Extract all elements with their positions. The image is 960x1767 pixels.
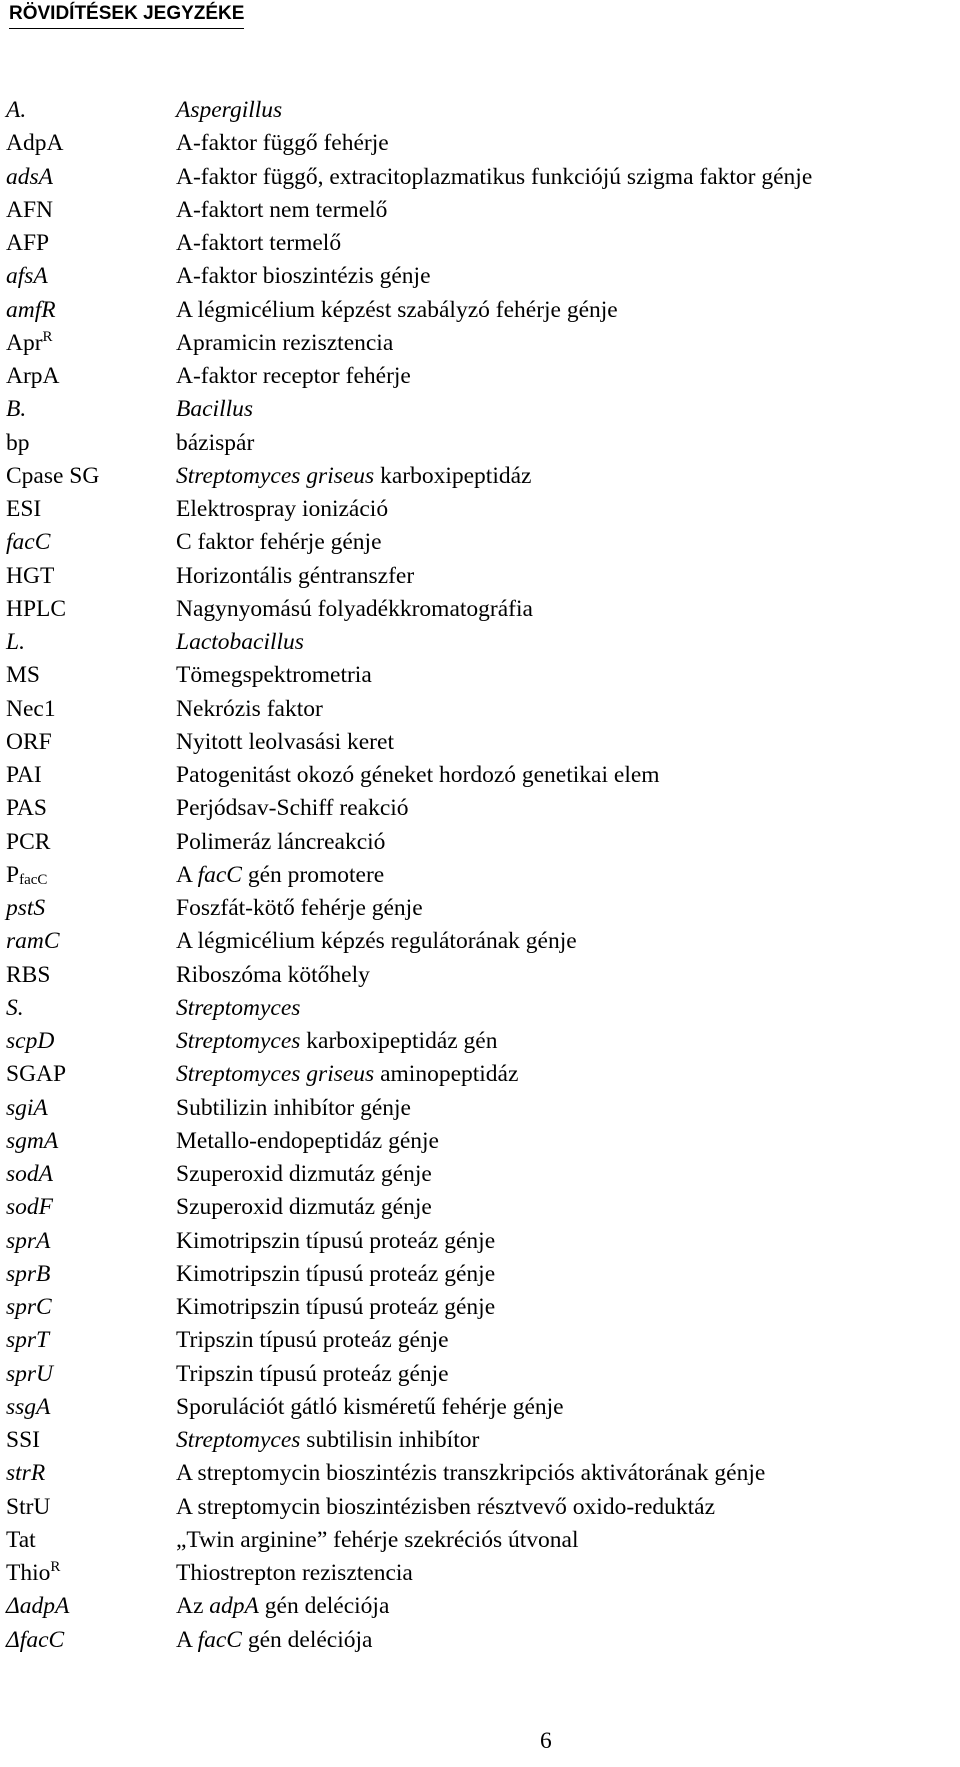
text-segment: A [176,861,198,888]
abbreviation-term [6,1092,48,1125]
text-segment: PAI [6,762,42,788]
abbreviation-row [6,959,956,992]
abbreviation-definition [176,161,812,194]
abbreviation-row [6,1457,956,1490]
abbreviation-row [6,1058,956,1091]
text-segment: MS [6,662,40,689]
text-segment: Tripszin típusú proteáz génje [176,1327,449,1354]
abbreviation-term [6,1457,45,1490]
abbreviation-term [6,1491,50,1524]
text-segment: Apr [6,329,43,356]
abbreviation-term [6,626,25,659]
abbreviation-definition [176,992,300,1025]
abbreviation-definition [176,892,423,925]
abbreviation-term [6,161,53,194]
abbreviation-term [6,1291,52,1324]
abbreviation-row [6,1092,956,1125]
abbreviation-term [6,759,42,792]
abbreviation-definition [176,194,387,227]
abbreviation-row [6,393,956,426]
text-segment: HPLC [6,595,67,622]
abbreviation-term [6,393,26,426]
abbreviation-definition [176,493,388,526]
text-segment: P [6,861,20,888]
abbreviation-row [6,327,956,360]
text-segment: „Twin arginine” fehérje szekréciós útvonal [176,1526,579,1553]
text-segment: Streptomyces [176,1028,301,1054]
text-segment: AFP [6,230,50,256]
abbreviation-definition [176,959,370,992]
abbreviation-term [6,925,60,958]
text-segment: Patogenitást okozó géneket hordozó genetikai elem [176,762,660,788]
abbreviation-definition [176,626,304,659]
abbreviation-row [6,892,956,925]
text-segment: A-faktor függő fehérje [176,130,389,157]
text-segment: AdpA [6,130,64,157]
abbreviation-definition [176,427,254,460]
abbreviation-definition [176,693,323,726]
abbreviation-definition [176,1590,389,1623]
abbreviation-definition [176,1225,495,1258]
abbreviation-definition [176,94,282,127]
abbreviation-term [6,659,40,692]
text-segment: Nec1 [6,695,56,722]
text-segment: Aspergillus [176,97,283,123]
text-segment: A légmicélium képzés regulátorának génje [176,928,577,955]
text-segment: Apramicin rezisztencia [176,329,394,356]
abbreviation-row [6,693,956,726]
abbreviation-row [6,826,956,859]
text-segment: Streptomyces griseus [176,1061,375,1088]
text-segment: L. [6,629,25,655]
text-segment: ArpA [6,363,60,389]
abbreviation-term [6,1624,64,1657]
text-segment: facC [19,871,48,888]
text-segment: karboxipeptidáz gén [300,1028,498,1054]
text-segment: A. [6,97,27,123]
abbreviation-definition [176,759,660,792]
abbreviation-list [6,94,956,1657]
abbreviation-row [6,1590,956,1623]
text-segment: Lactobacillus [176,629,304,655]
text-segment: Tömegspektrometria [176,662,372,689]
abbreviation-row [6,925,956,958]
text-segment: sprA [6,1227,51,1254]
abbreviation-definition [176,1058,518,1091]
text-segment: sodF [6,1194,53,1221]
abbreviation-term [6,327,53,360]
text-segment: Szuperoxid dizmutáz génje [176,1161,432,1187]
text-segment: A [176,1626,198,1653]
text-segment: pstS [6,895,46,921]
text-segment: Streptomyces [176,994,301,1021]
text-segment: Polimeráz láncreakció [176,828,386,855]
abbreviation-term [6,360,60,393]
abbreviation-row [6,360,956,393]
abbreviation-row [6,460,956,493]
text-segment: Streptomyces griseus [176,462,375,489]
abbreviation-term [6,1125,58,1158]
page-heading: RÖVIDÍTÉSEK JEGYZÉKE [9,0,244,29]
text-segment: Perjódsav-Schiff reakció [176,795,409,822]
text-segment: Horizontális géntranszfer [176,562,415,589]
abbreviation-row [6,493,956,526]
text-segment: ramC [6,928,60,955]
abbreviation-term [6,992,24,1025]
abbreviation-definition [176,1358,449,1391]
abbreviation-definition [176,792,409,825]
abbreviation-term [6,1391,50,1424]
abbreviation-term [6,1258,50,1291]
abbreviation-definition [176,1491,715,1524]
text-segment: Tat [6,1526,36,1553]
abbreviation-definition [176,826,385,859]
text-segment: karboxipeptidáz [374,462,532,489]
page-number: 6 [540,1728,552,1754]
abbreviation-term [6,859,47,892]
abbreviation-row [6,992,956,1025]
text-segment: ΔfacC [6,1626,65,1653]
text-segment: Subtilizin inhibítor génje [176,1094,411,1121]
text-segment: aminopeptidáz [374,1061,519,1088]
abbreviation-definition [176,127,389,160]
abbreviation-row [6,94,956,127]
abbreviation-term [6,1557,60,1590]
abbreviation-row [6,1424,956,1457]
text-segment: ΔadpA [6,1593,70,1620]
text-segment: facC [6,529,51,556]
abbreviation-term [6,726,52,759]
text-segment: sodA [6,1161,53,1187]
text-segment: scpD [6,1028,55,1054]
text-segment: A-faktor receptor fehérje [176,363,411,389]
abbreviation-definition [176,560,414,593]
text-segment: facC [197,1626,242,1653]
abbreviation-row [6,1391,956,1424]
text-segment: Kimotripszin típusú proteáz génje [176,1227,496,1254]
text-segment: Szuperoxid dizmutáz génje [176,1194,432,1221]
abbreviation-row [6,726,956,759]
abbreviation-definition [176,393,253,426]
abbreviation-row [6,659,956,692]
abbreviation-term [6,1324,49,1357]
text-segment: bázispár [176,429,255,456]
text-segment: Foszfát-kötő fehérje génje [176,895,423,921]
text-segment: facC [197,861,242,888]
abbreviation-definition [176,1557,413,1590]
text-segment: SGAP [6,1061,67,1088]
text-segment: Sporulációt gátló kisméretű fehérje génje [176,1393,564,1420]
abbreviation-row [6,161,956,194]
abbreviation-row [6,227,956,260]
abbreviation-term [6,427,30,460]
abbreviation-row [6,1624,956,1657]
abbreviation-row [6,1225,956,1258]
text-segment: ORF [6,728,52,755]
text-segment: C faktor fehérje génje [176,529,382,556]
abbreviation-term [6,526,50,559]
abbreviation-definition [176,1191,432,1224]
abbreviation-row [6,427,956,460]
abbreviation-term [6,560,54,593]
text-segment: bp [6,429,30,456]
abbreviation-row [6,1158,956,1191]
text-segment: gén deléciója [258,1593,390,1620]
abbreviation-definition [176,294,618,327]
text-segment: Tripszin típusú proteáz génje [176,1360,449,1387]
text-segment: HGT [6,562,55,589]
text-segment: sprB [6,1260,51,1287]
text-segment: A streptomycin bioszintézis transzkripciós aktivátorának génje [176,1460,766,1487]
text-segment: B. [6,396,27,423]
abbreviation-term [6,1424,40,1457]
text-segment: SSI [6,1427,40,1453]
abbreviation-term [6,1158,53,1191]
abbreviation-definition [176,859,384,892]
text-segment: RBS [6,961,51,988]
abbreviation-term [6,1058,66,1091]
abbreviation-row [6,1025,956,1058]
text-segment: A streptomycin bioszintézisben résztvevő oxido-reduktáz [176,1493,716,1520]
abbreviation-definition [176,1291,495,1324]
abbreviation-definition [176,1158,432,1191]
abbreviation-term [6,260,48,293]
abbreviation-term [6,792,47,825]
abbreviation-definition [176,593,533,626]
text-segment: subtilisin inhibítor [300,1427,480,1453]
text-segment: StrU [6,1493,51,1520]
abbreviation-row [6,560,956,593]
abbreviation-definition [176,460,531,493]
text-segment: Kimotripszin típusú proteáz génje [176,1260,496,1287]
abbreviation-term [6,826,50,859]
text-segment: Elektrospray ionizáció [176,496,389,522]
text-segment: Nekrózis faktor [176,695,323,722]
abbreviation-definition [176,227,341,260]
abbreviation-row [6,294,956,327]
abbreviation-definition [176,1391,564,1424]
text-segment: R [50,1559,61,1575]
text-segment: afsA [6,263,48,290]
text-segment: Streptomyces [176,1427,301,1453]
abbreviation-definition [176,1524,578,1557]
text-segment: Thio [6,1560,51,1586]
abbreviation-definition [176,526,382,559]
abbreviation-row [6,1358,956,1391]
abbreviation-definition [176,260,431,293]
text-segment: adpA [209,1593,259,1620]
text-segment: A-faktort termelő [176,230,342,256]
abbreviation-term [6,1590,69,1623]
text-segment: sprU [6,1360,54,1387]
text-segment: Nyitott leolvasási keret [176,728,394,755]
abbreviation-row [6,759,956,792]
abbreviation-definition [176,1125,439,1158]
abbreviation-term [6,127,63,160]
abbreviation-row [6,260,956,293]
abbreviation-term [6,1358,53,1391]
abbreviation-row [6,194,956,227]
text-segment: sgmA [6,1127,59,1154]
text-segment: Metallo-endopeptidáz génje [176,1127,439,1154]
abbreviation-definition [176,327,393,360]
abbreviation-term [6,593,66,626]
abbreviation-definition [176,1624,372,1657]
abbreviation-row [6,1291,956,1324]
abbreviation-row [6,1324,956,1357]
abbreviation-term [6,94,26,127]
text-segment: A légmicélium képzést szabályzó fehérje génje [176,296,618,323]
abbreviation-row [6,1125,956,1158]
abbreviation-term [6,892,45,925]
text-segment: ESI [6,496,42,522]
text-segment: amfR [6,296,56,323]
abbreviation-definition [176,1457,765,1490]
abbreviation-definition [176,726,394,759]
text-segment: ssgA [6,1393,51,1420]
abbreviation-term [6,493,41,526]
abbreviation-row [6,792,956,825]
abbreviation-term [6,227,49,260]
text-segment: A-faktor bioszintézis génje [176,263,431,290]
text-segment: sgiA [6,1094,48,1121]
text-segment: AFN [6,196,54,223]
abbreviation-term [6,294,56,327]
text-segment: R [42,328,53,345]
abbreviation-definition [176,1025,498,1058]
text-segment: PAS [6,795,47,822]
abbreviation-row [6,127,956,160]
text-segment: A-faktor függő, extracitoplazmatikus funkciójú szigma faktor génje [176,163,813,190]
text-segment: A-faktort nem termelő [176,196,388,223]
abbreviation-definition [176,1092,411,1125]
text-segment: gén deléciója [241,1626,373,1653]
abbreviation-definition [176,360,411,393]
abbreviation-row [6,1191,956,1224]
text-segment: Nagynyomású folyadékkromatográfia [176,595,533,622]
text-segment: PCR [6,828,51,855]
abbreviation-term [6,1524,36,1557]
abbreviation-row [6,1524,956,1557]
abbreviation-definition [176,659,372,692]
text-segment: adsA [6,163,53,190]
text-segment: Kimotripszin típusú proteáz génje [176,1294,496,1320]
text-segment: S. [6,994,24,1021]
text-segment: gén promotere [241,861,385,888]
text-segment: Thiostrepton rezisztencia [176,1560,413,1586]
text-segment: Az [176,1593,210,1620]
abbreviation-term [6,1191,53,1224]
abbreviation-definition [176,925,577,958]
abbreviation-definition [176,1424,479,1457]
text-segment: Riboszóma kötőhely [176,961,370,988]
abbreviation-term [6,194,53,227]
abbreviation-row [6,1258,956,1291]
abbreviation-row [6,1557,956,1590]
abbreviation-term [6,959,50,992]
abbreviation-term [6,1225,50,1258]
text-segment: Bacillus [176,396,254,423]
abbreviation-definition [176,1258,495,1291]
abbreviation-row [6,626,956,659]
abbreviation-term [6,460,99,493]
text-segment: Cpase SG [6,462,100,489]
abbreviation-term [6,1025,54,1058]
abbreviation-row [6,859,956,892]
text-segment: strR [6,1460,46,1487]
abbreviation-term [6,693,56,726]
abbreviation-row [6,526,956,559]
abbreviation-definition [176,1324,449,1357]
abbreviation-row [6,1491,956,1524]
abbreviation-row [6,593,956,626]
text-segment: sprC [6,1294,52,1320]
text-segment: sprT [6,1327,50,1354]
